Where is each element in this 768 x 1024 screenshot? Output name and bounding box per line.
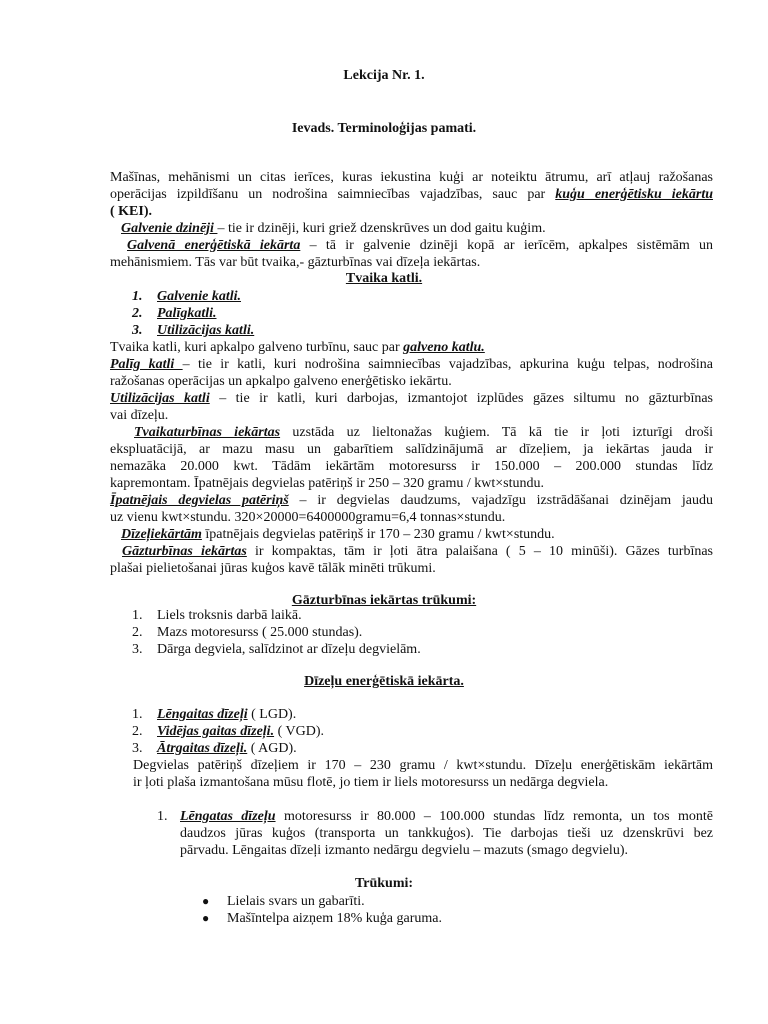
gaz-item-3: Dārga degviela, salīdzinot ar dīzeļu degvielām. <box>157 642 421 657</box>
lengaitas-line-1: Lēngatas dīzeļu motoresurss ir 80.000 – 100.000 stundas līdz remonta, un tos montē <box>180 809 713 824</box>
trukumi-item-1: Lielais svars un gabarīti. <box>227 894 365 909</box>
intro-line-2: operācijas izpildīšanu un nodrošina saimniecības vajadzības, sauc par kuģu enerģētisku iekārtu <box>110 187 713 202</box>
utiliz-term: Utilizācijas katli <box>110 391 210 406</box>
trukumi-heading: Trūkumi: <box>354 876 414 891</box>
dizelu-item-1: Lēngaitas dīzeļi ( LGD). <box>157 707 297 722</box>
tvaika-heading: Tvaika katli. <box>345 271 423 286</box>
gazturb-line-2: plašai pielietošanai jūras kuģos kavē tālāk minēti trūkumi. <box>110 561 436 576</box>
tvaika-item-1-num: 1. <box>132 289 143 304</box>
dizelu-item-2-num: 2. <box>132 724 143 739</box>
dizelu-item-2: Vidējas gaitas dīzeļi. ( VGD). <box>157 724 324 739</box>
tvaika-item-3-num: 3. <box>132 323 143 338</box>
bullet-icon: ● <box>202 894 210 908</box>
lengaitas-line-2: daudzos jūras kuģos (transporta un tankkuģos). Tie darbojas tieši uz dzenskrūvi bez <box>180 826 713 841</box>
gaz-item-1-num: 1. <box>132 608 143 623</box>
gaz-item-2-num: 2. <box>132 625 143 640</box>
gaz-item-2: Mazs motoresurss ( 25.000 stundas). <box>157 625 363 640</box>
gazturb-line-1: Gāzturbīnas iekārtas ir kompaktas, tām ir ļoti ātra palaišana ( 5 – 10 minūši). Gāzes turbīnas <box>122 544 713 559</box>
tvaikaturb-term: Tvaikaturbīnas iekārtas <box>134 425 281 440</box>
degv-line-1: Degvielas patēriņš dīzeļiem ir 170 – 230 gramu / kwt×stundu. Dīzeļu enerģētiskām iekārtām <box>133 758 713 773</box>
galvena-ek-term: Galvenā enerģētiskā iekārta <box>127 238 301 253</box>
kei-term: kuģu enerģētisku iekārtu <box>555 187 713 202</box>
tvaikaturb-line-1: Tvaikaturbīnas iekārtas uzstāda uz lieltonažas kuģiem. Tā kā tie ir ļoti izturīgi droši <box>134 425 713 440</box>
galvenie-definition: Galvenie dzinēji – tie ir dzinēji, kuri griež dzenskrūves un dod gaitu kuģim. <box>121 221 546 236</box>
palig-line-2: ražošanas operācijas un apkalpo galveno enerģētisko iekārtu. <box>110 374 452 389</box>
dizelu-heading: Dīzeļu enerģētiskā iekārta. <box>304 674 464 689</box>
lengaitas-line-3: pārvadu. Lēngaitas dīzeļi izmanto nedārgu degvielu – mazuts (smago degvielu). <box>180 843 628 858</box>
ipatnejais-line-1: Īpatnējais degvielas patēriņš – ir degvielas daudzums, vajadzīgu izstrādāšanai dzinējam jaudu <box>110 493 713 508</box>
ipatnejais-term: Īpatnējais degvielas patēriņš <box>110 493 289 508</box>
dizelu-item-1-num: 1. <box>132 707 143 722</box>
tvaika-item-2: Palīgkatli. <box>157 306 217 321</box>
tvaika-item-3: Utilizācijas katli. <box>157 323 255 338</box>
palig-term: Palīg katli <box>110 357 183 372</box>
galvena-ek-line-1: Galvenā enerģētiskā iekārta – tā ir galvenie dzinēji kopā ar ierīcēm, apkalpes sistēmām un <box>127 238 713 253</box>
tvaikaturb-line-3: nemazāka 20.000 kwt. Tādām iekārtām motoresurss ir 150.000 – 200.000 stundas līdz <box>110 459 713 474</box>
lecture-title: Lekcija Nr. 1. <box>343 68 425 83</box>
intro-line-3: ( KEI). <box>110 204 152 219</box>
lengaitas-num: 1. <box>157 809 168 824</box>
utiliz-line-1: Utilizācijas katli – tie ir katli, kuri darbojas, izmantojot izplūdes gāzes siltumu no gāzturbīnas <box>110 391 713 406</box>
ipatnejais-line-2: uz vienu kwt×stundu. 320×20000=6400000gramu=6,4 tonnas×stundu. <box>110 510 506 525</box>
lengaitas-term: Lēngatas dīzeļu <box>180 809 276 824</box>
section-subtitle: Ievads. Terminoloģijas pamati. <box>291 121 477 136</box>
tvaikaturb-line-2: ekspluatācijā, ar mazu masu un gabarītiem salīdzinājumā ar dīzeļiem, ja iekārtas jauda ir <box>110 442 713 457</box>
tvaika-item-2-num: 2. <box>132 306 143 321</box>
intro-line-1: Mašīnas, mehānismi un citas ierīces, kuras iekustina kuģi ar noteiktu ātrumu, arī atļauj ražošanas <box>110 170 713 185</box>
dizelu-item-3: Ātrgaitas dīzeļi. ( AGD). <box>157 741 297 756</box>
galvenie-term: Galvenie dzinēji <box>121 221 218 236</box>
galvena-ek-line-2: mehānismiem. Tās var būt tvaika,- gāzturbīnas vai dīzeļa iekārtas. <box>110 255 481 270</box>
gazturb-term: Gāzturbīnas iekārtas <box>122 544 247 559</box>
gaz-trukumi-heading: Gāzturbīnas iekārtas trūkumi: <box>291 593 477 608</box>
dizel-line: Dīzeļiekārtām īpatnējais degvielas patēriņš ir 170 – 230 gramu / kwt×stundu. <box>121 527 555 542</box>
bullet-icon: ● <box>202 911 210 925</box>
trukumi-item-2: Mašīntelpa aizņem 18% kuģa garuma. <box>227 911 442 926</box>
tvaikaturb-line-4: kapremontam. Īpatnējais degvielas patēriņš ir 250 – 320 gramu / kwt×stundu. <box>110 476 545 491</box>
palig-line-1: Palīg katli – tie ir katli, kuri nodrošina saimniecības vajadzības, apkurina kuģu telpas, nodrošina <box>110 357 713 372</box>
galveno-katlu-line: Tvaika katli, kuri apkalpo galveno turbīnu, sauc par galveno katlu. <box>110 340 485 355</box>
tvaika-item-1: Galvenie katli. <box>157 289 241 304</box>
gaz-item-3-num: 3. <box>132 642 143 657</box>
galveno-katlu-term: galveno katlu. <box>403 340 485 355</box>
utiliz-line-2: vai dīzeļu. <box>110 408 169 423</box>
dizel-term: Dīzeļiekārtām <box>121 527 202 542</box>
dizelu-item-3-num: 3. <box>132 741 143 756</box>
degv-line-2: ir ļoti plaša izmantošana mūsu flotē, jo tiem ir liels motoresurss un nedārga degviela. <box>133 775 609 790</box>
gaz-item-1: Liels troksnis darbā laikā. <box>157 608 302 623</box>
